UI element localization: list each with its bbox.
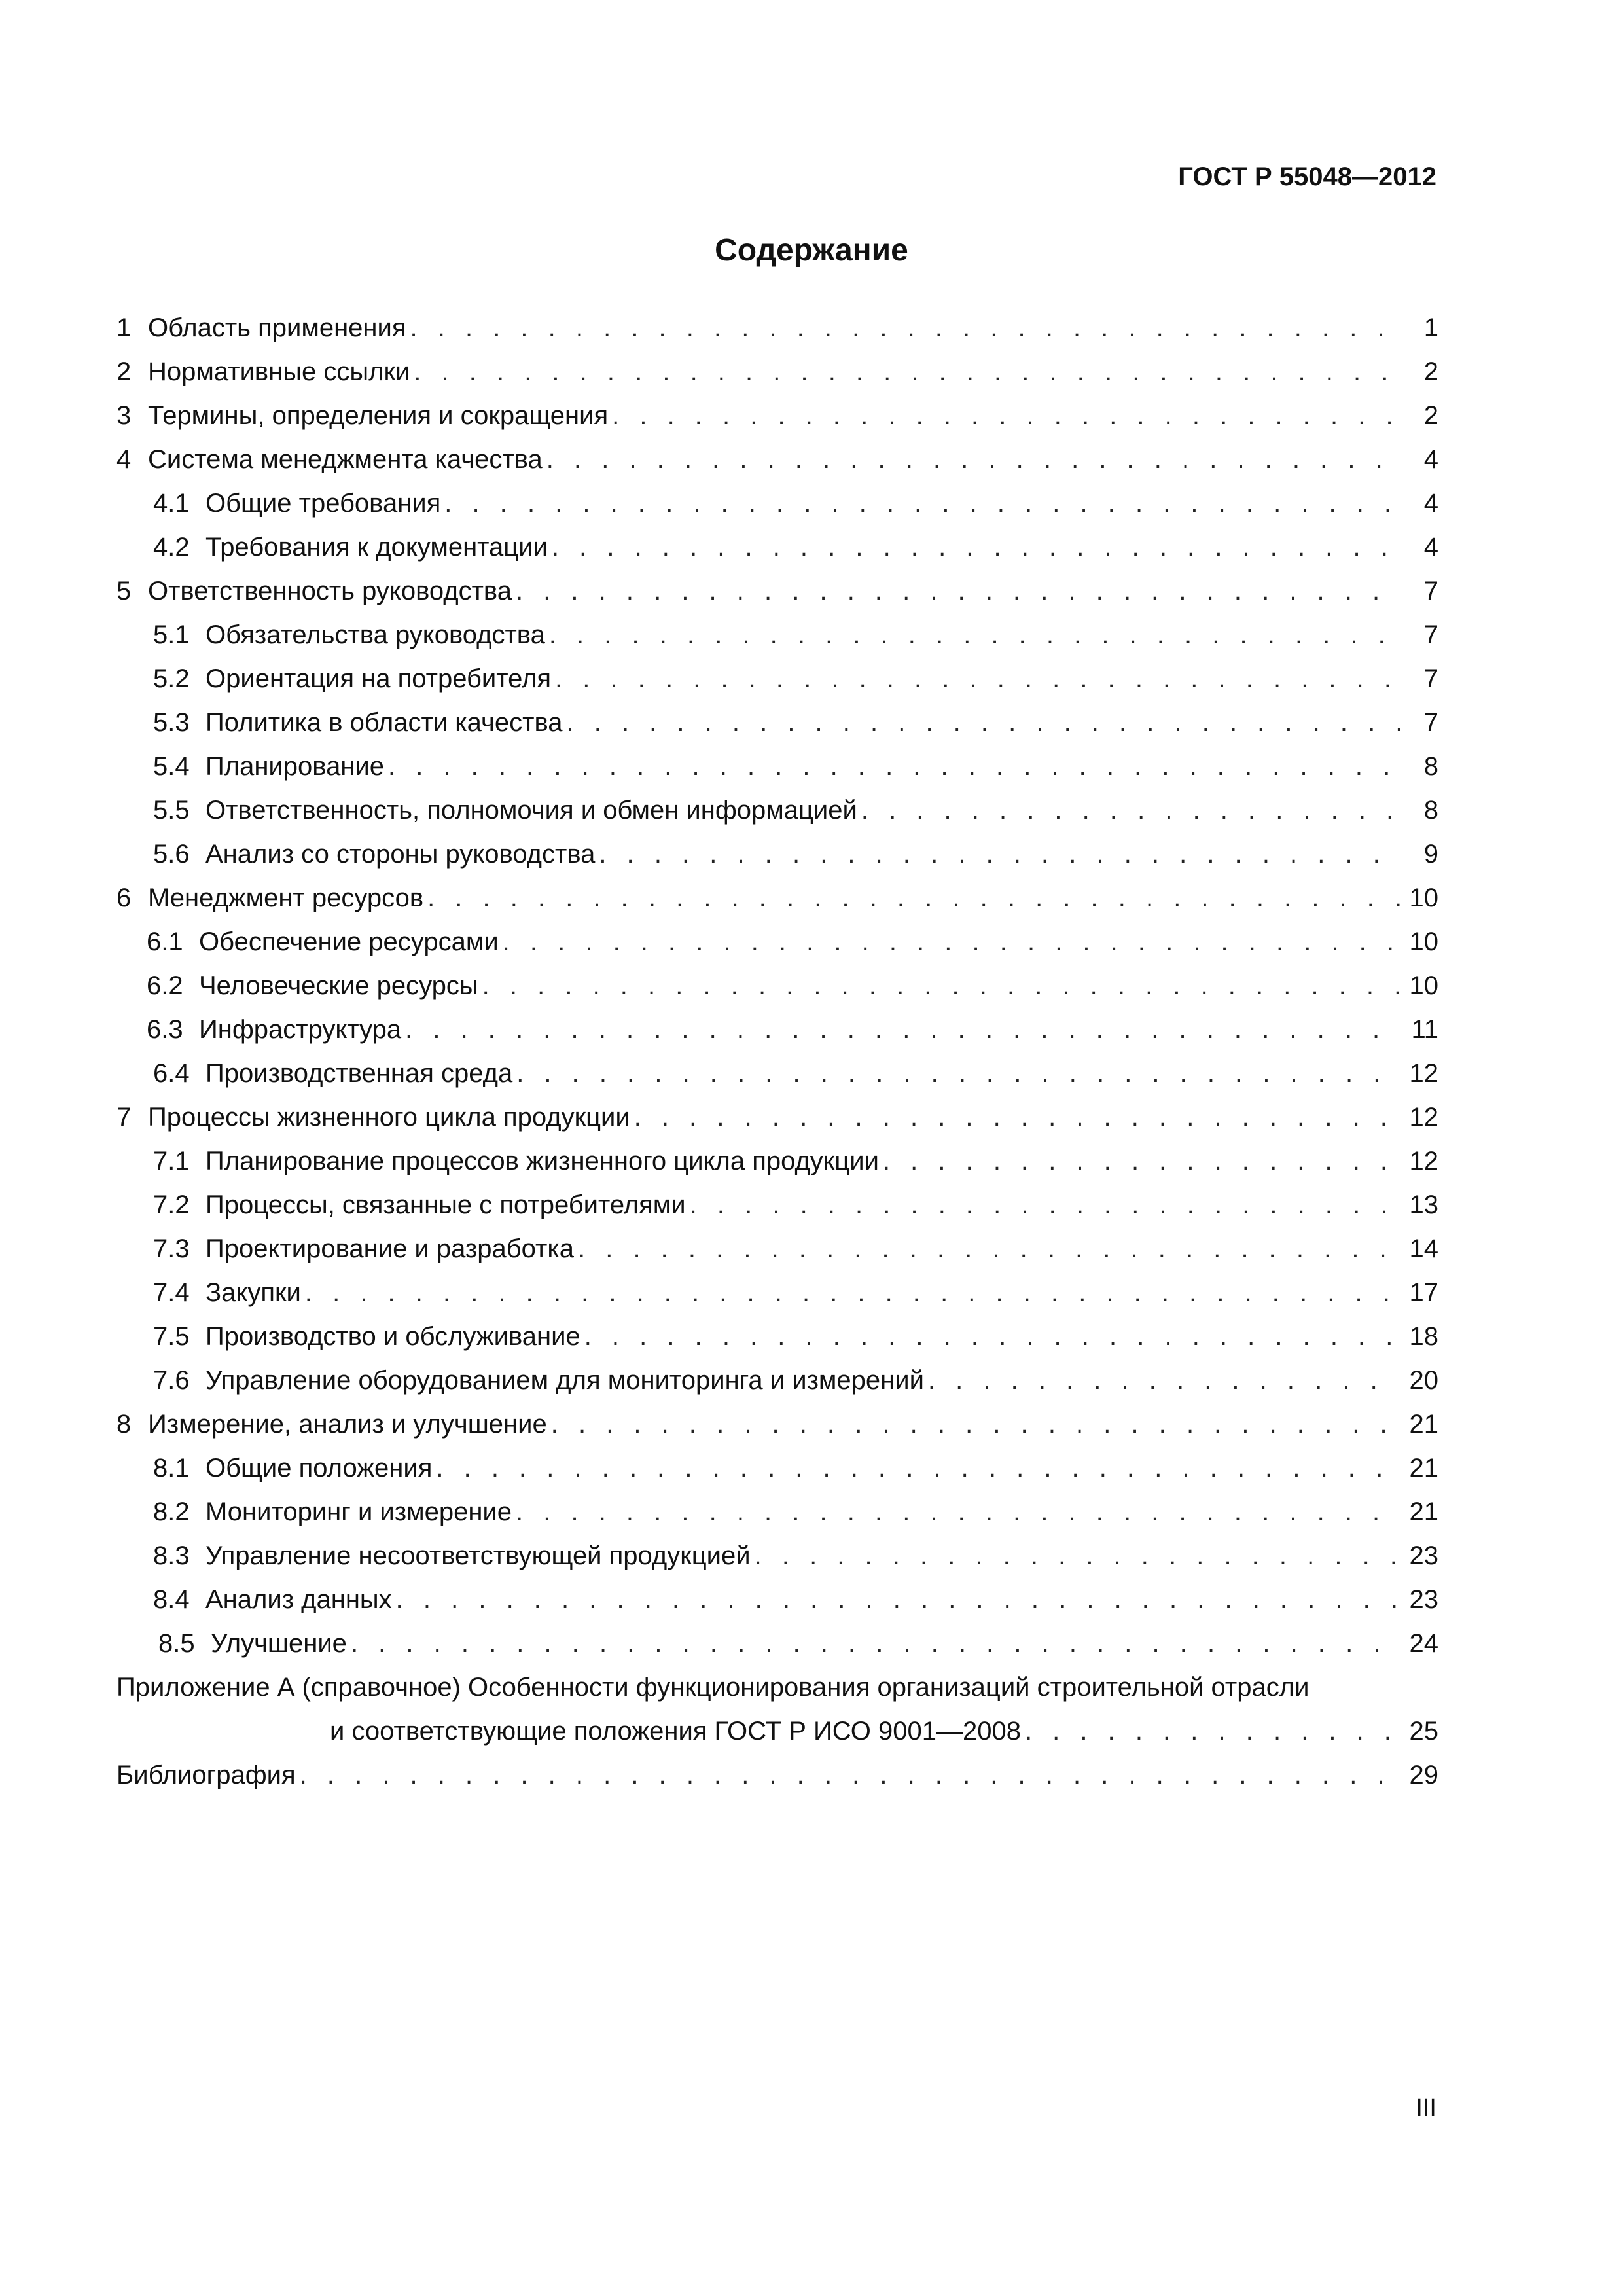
toc-entry-page: 21 [1409, 1410, 1438, 1439]
toc-entry-title: Управление несоответствующей продукцией [205, 1541, 751, 1570]
toc-entry-page: 20 [1409, 1366, 1438, 1395]
toc-annex-line1[interactable]: Приложение А (справочное) Особенности функционирования организаций строительной отрасли [116, 1673, 1310, 1702]
page-folio: III [1416, 2094, 1436, 2122]
toc-entry-number: 8 [116, 1410, 132, 1439]
toc-leader-dots [405, 1008, 1400, 1052]
toc-bibliography-text: Библиография [116, 1761, 296, 1789]
toc-entry-title: Ориентация на потребителя [205, 664, 552, 693]
toc-entry-page: 12 [1409, 1103, 1438, 1132]
toc-leader-dots [482, 964, 1400, 1008]
toc-entry-title: Ответственность руководства [148, 577, 512, 605]
toc-entry-title: Человеческие ресурсы [199, 971, 478, 1000]
toc-entry-page: 10 [1409, 884, 1438, 912]
toc-entry-number: 7 [116, 1103, 132, 1132]
toc-entry-page: 23 [1409, 1541, 1438, 1570]
toc-entry[interactable] [116, 306, 1438, 350]
toc-entry[interactable] [116, 745, 1438, 789]
toc-entry-title: Анализ со стороны руководства [205, 840, 596, 869]
toc-entry-page: 8 [1423, 796, 1438, 825]
toc-entry-page: 8 [1423, 752, 1438, 781]
toc-entry-title: Мониторинг и измерение [205, 1498, 512, 1526]
toc-entry[interactable] [116, 438, 1438, 482]
toc-entry-number: 5 [116, 577, 132, 605]
toc-entry-page: 24 [1409, 1629, 1438, 1658]
toc-entry-page: 4 [1423, 533, 1438, 562]
toc-entry[interactable] [116, 350, 1438, 394]
table-of-contents [116, 306, 1438, 1797]
toc-entry-page: 12 [1409, 1059, 1438, 1088]
toc-entry[interactable] [116, 526, 1438, 569]
toc-entry-number: 6.3 [147, 1015, 183, 1044]
toc-leader-dots [414, 350, 1400, 394]
toc-entry[interactable] [116, 1403, 1438, 1446]
toc-leader-dots [755, 1534, 1400, 1578]
toc-entry-page: 7 [1423, 708, 1438, 737]
toc-entry-page: 21 [1409, 1498, 1438, 1526]
toc-entry-number: 7.6 [153, 1366, 190, 1395]
toc-leader-dots [690, 1183, 1400, 1227]
toc-bibliography[interactable] [116, 1753, 1438, 1797]
toc-entry[interactable] [116, 1052, 1438, 1096]
toc-leader-dots [883, 1139, 1400, 1183]
toc-entry[interactable] [116, 613, 1438, 657]
toc-entry-page: 13 [1409, 1191, 1438, 1219]
toc-leader-dots [300, 1753, 1400, 1797]
toc-entry[interactable] [116, 1534, 1438, 1578]
toc-entry-number: 4 [116, 445, 132, 474]
toc-entry[interactable] [116, 657, 1438, 701]
toc-entry[interactable] [116, 1271, 1438, 1315]
toc-entry-title: Процессы, связанные с потребителями [205, 1191, 686, 1219]
toc-entry-title: Планирование [205, 752, 384, 781]
toc-entry-title: Обеспечение ресурсами [199, 927, 499, 956]
toc-leader-dots [305, 1271, 1400, 1315]
toc-entry-number: 1 [116, 314, 132, 342]
toc-leader-dots [861, 789, 1400, 833]
toc-leader-dots [549, 613, 1400, 657]
toc-entry-number: 4.2 [153, 533, 190, 562]
toc-entry-page: 1 [1423, 314, 1438, 342]
toc-entry-number: 4.1 [153, 489, 190, 518]
toc-entry[interactable] [116, 1315, 1438, 1359]
toc-entry[interactable] [116, 1096, 1438, 1139]
toc-entry[interactable] [116, 482, 1438, 526]
toc-entry[interactable] [116, 1490, 1438, 1534]
toc-entry-number: 8.1 [153, 1454, 190, 1482]
toc-leader-dots [436, 1446, 1400, 1490]
toc-entry-number: 5.4 [153, 752, 190, 781]
toc-entry-number: 5.1 [153, 620, 190, 649]
toc-entry-title: Ответственность, полномочия и обмен информацией [205, 796, 857, 825]
toc-entry-number: 5.6 [153, 840, 190, 869]
toc-entry-number: 8.4 [153, 1585, 190, 1614]
toc-entry-page: 7 [1423, 620, 1438, 649]
toc-annex-page: 25 [1409, 1717, 1438, 1746]
toc-entry-number: 6.1 [147, 927, 183, 956]
toc-entry-page: 7 [1423, 577, 1438, 605]
toc-entry-page: 4 [1423, 445, 1438, 474]
toc-leader-dots [599, 833, 1400, 876]
toc-entry-page: 18 [1409, 1322, 1438, 1351]
toc-entry[interactable] [116, 701, 1438, 745]
toc-leader-dots [427, 876, 1400, 920]
toc-annex-line2[interactable] [116, 1710, 1438, 1753]
toc-entry[interactable] [116, 1359, 1438, 1403]
toc-entry-title: Проектирование и разработка [205, 1234, 574, 1263]
toc-entry[interactable] [116, 1008, 1438, 1052]
toc-leader-dots [928, 1359, 1400, 1403]
toc-entry[interactable] [116, 876, 1438, 920]
toc-entry-number: 3 [116, 401, 132, 430]
toc-entry[interactable] [116, 833, 1438, 876]
toc-entry-title: Производственная среда [205, 1059, 513, 1088]
toc-leader-dots [552, 526, 1400, 569]
toc-entry-title: Управление оборудованием для мониторинга и измерений [205, 1366, 924, 1395]
toc-entry-number: 6 [116, 884, 132, 912]
toc-entry[interactable] [116, 394, 1438, 438]
toc-leader-dots [410, 306, 1400, 350]
toc-entry-number: 7.2 [153, 1191, 190, 1219]
toc-entry-title: Процессы жизненного цикла продукции [148, 1103, 630, 1132]
toc-entry-title: Общие положения [205, 1454, 433, 1482]
toc-annex-text: и соответствующие положения ГОСТ Р ИСО 9001—2008 [330, 1717, 1021, 1746]
toc-entry[interactable] [116, 920, 1438, 964]
toc-entry-title: Система менеджмента качества [148, 445, 543, 474]
toc-entry-number: 7.3 [153, 1234, 190, 1263]
toc-entry-page: 4 [1423, 489, 1438, 518]
toc-bibliography-page: 29 [1409, 1761, 1438, 1789]
toc-entry-page: 2 [1423, 401, 1438, 430]
toc-entry-page: 10 [1409, 971, 1438, 1000]
toc-leader-dots [503, 920, 1400, 964]
toc-entry-number: 6.4 [153, 1059, 190, 1088]
toc-entry-title: Нормативные ссылки [148, 357, 410, 386]
page-title: Содержание [715, 233, 908, 268]
toc-leader-dots [584, 1315, 1400, 1359]
toc-entry-page: 21 [1409, 1454, 1438, 1482]
toc-entry[interactable] [116, 569, 1438, 613]
toc-entry[interactable] [116, 1139, 1438, 1183]
toc-entry-number: 8.2 [153, 1498, 190, 1526]
toc-entry-page: 7 [1423, 664, 1438, 693]
toc-entry[interactable] [116, 964, 1438, 1008]
toc-entry-title: Производство и обслуживание [205, 1322, 580, 1351]
toc-leader-dots [546, 438, 1400, 482]
toc-entry-title: Общие требования [205, 489, 441, 518]
toc-entry-number: 6.2 [147, 971, 183, 1000]
toc-entry-number: 5.5 [153, 796, 190, 825]
toc-entry[interactable] [116, 1227, 1438, 1271]
toc-leader-dots [516, 1052, 1400, 1096]
toc-leader-dots [634, 1096, 1400, 1139]
toc-entry-title: Обязательства руководства [205, 620, 545, 649]
toc-entry-number: 7.1 [153, 1147, 190, 1175]
toc-entry-number: 8.3 [153, 1541, 190, 1570]
toc-entry-title: Требования к документации [205, 533, 548, 562]
toc-leader-dots [516, 569, 1400, 613]
toc-entry-number: 7.5 [153, 1322, 190, 1351]
toc-leader-dots [578, 1227, 1400, 1271]
toc-entry-title: Область применения [148, 314, 406, 342]
toc-entry-page: 11 [1411, 1015, 1438, 1044]
toc-entry-number: 5.3 [153, 708, 190, 737]
toc-leader-dots [1025, 1710, 1400, 1753]
toc-leader-dots [516, 1490, 1400, 1534]
document-code: ГОСТ Р 55048—2012 [1178, 162, 1436, 191]
toc-entry-title: Инфраструктура [199, 1015, 402, 1044]
toc-entries [116, 306, 1438, 1666]
toc-entry-number: 7.4 [153, 1278, 190, 1307]
toc-entry-page: 17 [1409, 1278, 1438, 1307]
toc-entry-number: 2 [116, 357, 132, 386]
toc-entry-title: Анализ данных [205, 1585, 392, 1614]
toc-entry-title: Менеджмент ресурсов [148, 884, 424, 912]
toc-leader-dots [351, 1622, 1400, 1666]
toc-entry[interactable] [116, 1578, 1438, 1622]
toc-entry[interactable] [116, 1446, 1438, 1490]
toc-entry-page: 14 [1409, 1234, 1438, 1263]
toc-entry-title: Политика в области качества [205, 708, 563, 737]
toc-entry-page: 23 [1409, 1585, 1438, 1614]
toc-leader-dots [555, 657, 1400, 701]
toc-leader-dots [567, 701, 1401, 745]
toc-entry-title: Планирование процессов жизненного цикла продукции [205, 1147, 879, 1175]
toc-entry-page: 2 [1423, 357, 1438, 386]
toc-entry[interactable] [116, 1622, 1438, 1666]
toc-entry[interactable] [116, 789, 1438, 833]
toc-entry[interactable] [116, 1183, 1438, 1227]
toc-leader-dots [396, 1578, 1400, 1622]
toc-leader-dots [551, 1403, 1400, 1446]
toc-entry-page: 12 [1409, 1147, 1438, 1175]
toc-entry-number: 8.5 [158, 1629, 195, 1658]
toc-leader-dots [612, 394, 1400, 438]
toc-entry-title: Улучшение [211, 1629, 347, 1658]
toc-entry-page: 10 [1409, 927, 1438, 956]
toc-leader-dots [444, 482, 1400, 526]
toc-entry-title: Измерение, анализ и улучшение [148, 1410, 547, 1439]
toc-entry-title: Закупки [205, 1278, 301, 1307]
toc-entry-page: 9 [1423, 840, 1438, 869]
toc-leader-dots [388, 745, 1400, 789]
toc-entry-number: 5.2 [153, 664, 190, 693]
toc-entry-title: Термины, определения и сокращения [148, 401, 609, 430]
